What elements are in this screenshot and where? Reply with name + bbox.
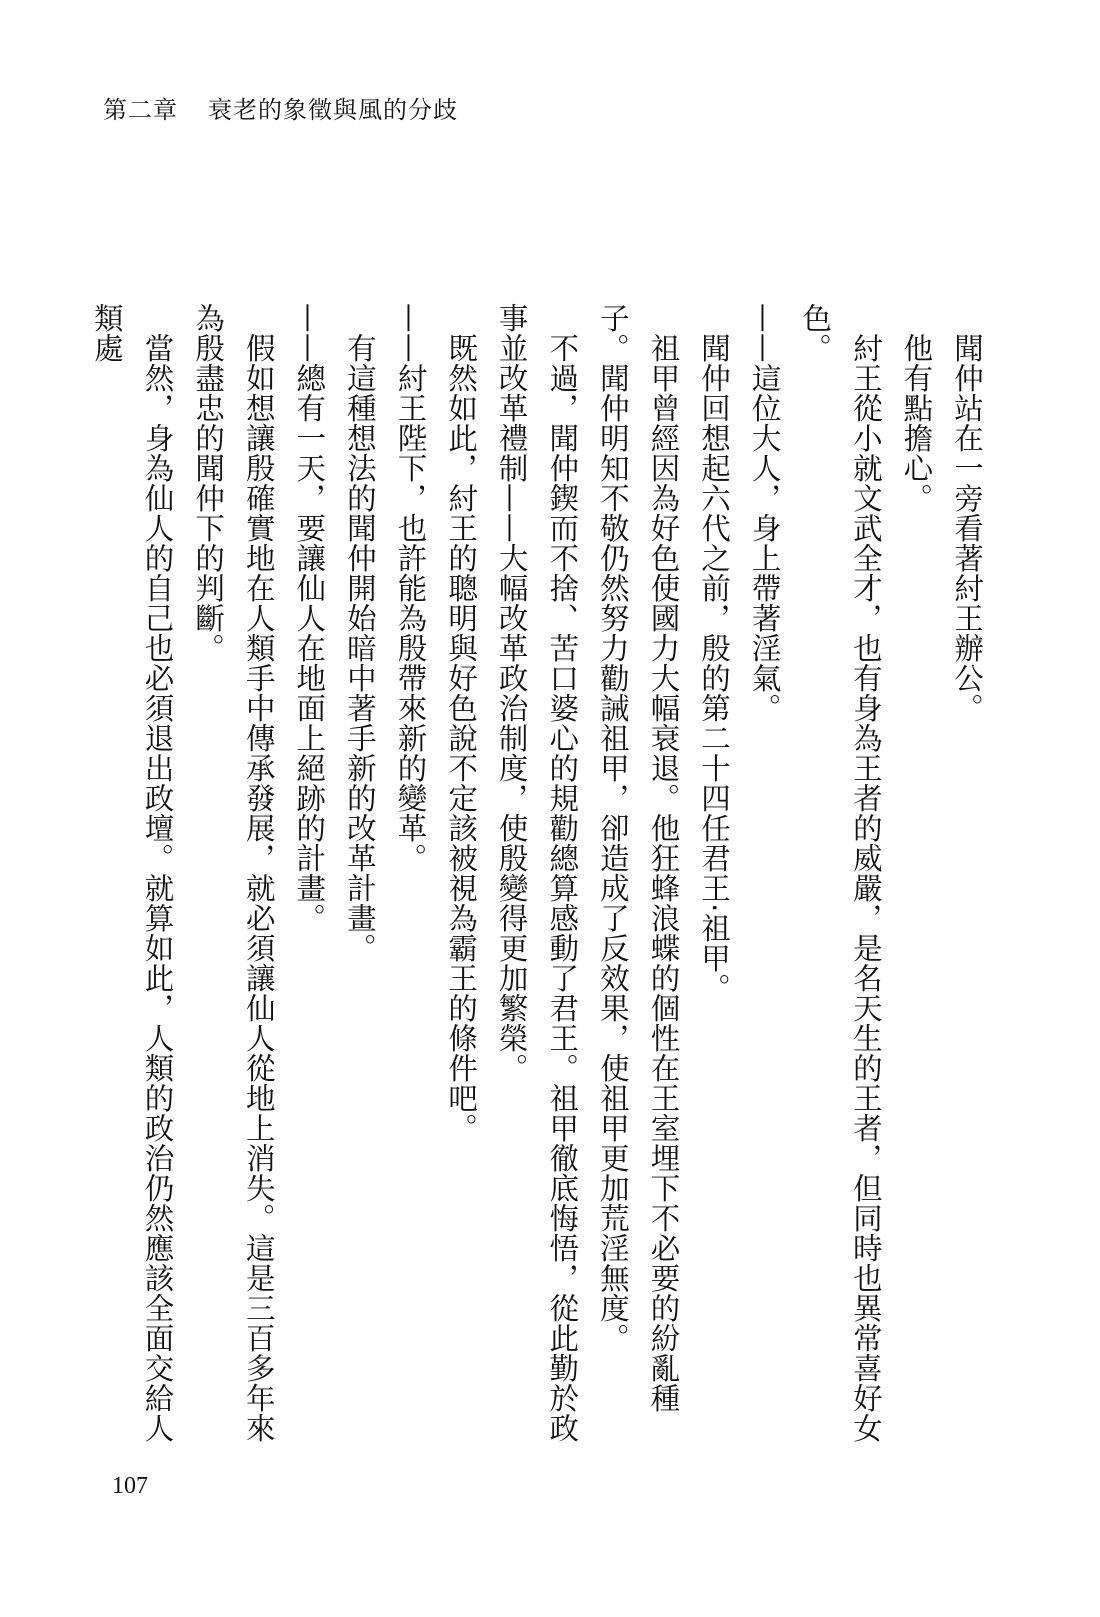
running-header [103,90,458,125]
paragraph-11: ——總有一天，要讓仙人在地面上絕跡的計畫。 [292,303,327,933]
chapter-number: 第二章 [103,96,178,124]
paragraph-12: 假如想讓殷確實地在人類手中傳承發展，就必須讓仙人從地上消失。這是三百多年來為殷盡忠的聞仲下的判斷。 [191,303,276,1443]
paragraph-7: 不過，聞仲鍥而不捨、苦口婆心的規勸總算感動了君王。祖甲徹底悔悟，從此勤於政事並改革禮制——大幅改革政治制度，使殷變得更加繁榮。 [494,303,580,1443]
vertical-body-text [81,303,992,1443]
paragraph-13: 當然，身為仙人的自己也必須退出政壇。就算如此，人類的政治仍然應該全面交給人類處 [89,303,175,1443]
paragraph-5: 聞仲回想起六代之前，殷的第二十四任君王‧祖甲。 [697,332,732,1003]
paragraph-2: 他有點擔心。 [899,332,934,513]
chapter-title: 衰老的象徵與風的分歧 [208,96,458,124]
paragraph-4: ——這位大人，身上帶著淫氣。 [747,303,782,723]
paragraph-1: 聞仲站在一旁看著紂王辦公。 [950,332,984,723]
paragraph-9: ——紂王陛下，也許能為殷帶來新的變革。 [393,303,428,873]
page-number: 107 [112,1473,148,1499]
paragraph-3: 紂王從小就文武全才，也有身為王者的威嚴，是名天生的王者，但同時也異常喜好女色。 [798,303,883,1443]
paragraph-10: 有這種想法的聞仲開始暗中著手新的改革計畫。 [342,332,377,963]
paragraph-8: 既然如此，紂王的聰明與好色說不定該被視為霸王的條件吧。 [444,332,479,1143]
paragraph-6: 祖甲曾經因為好色使國力大幅衰退。他狂蜂浪蝶的個性在王室埋下不必要的紛亂種子。聞仲明知不敬仍然努力勸誡祖甲，卻造成了反效果，使祖甲更加荒淫無度。 [595,303,681,1413]
